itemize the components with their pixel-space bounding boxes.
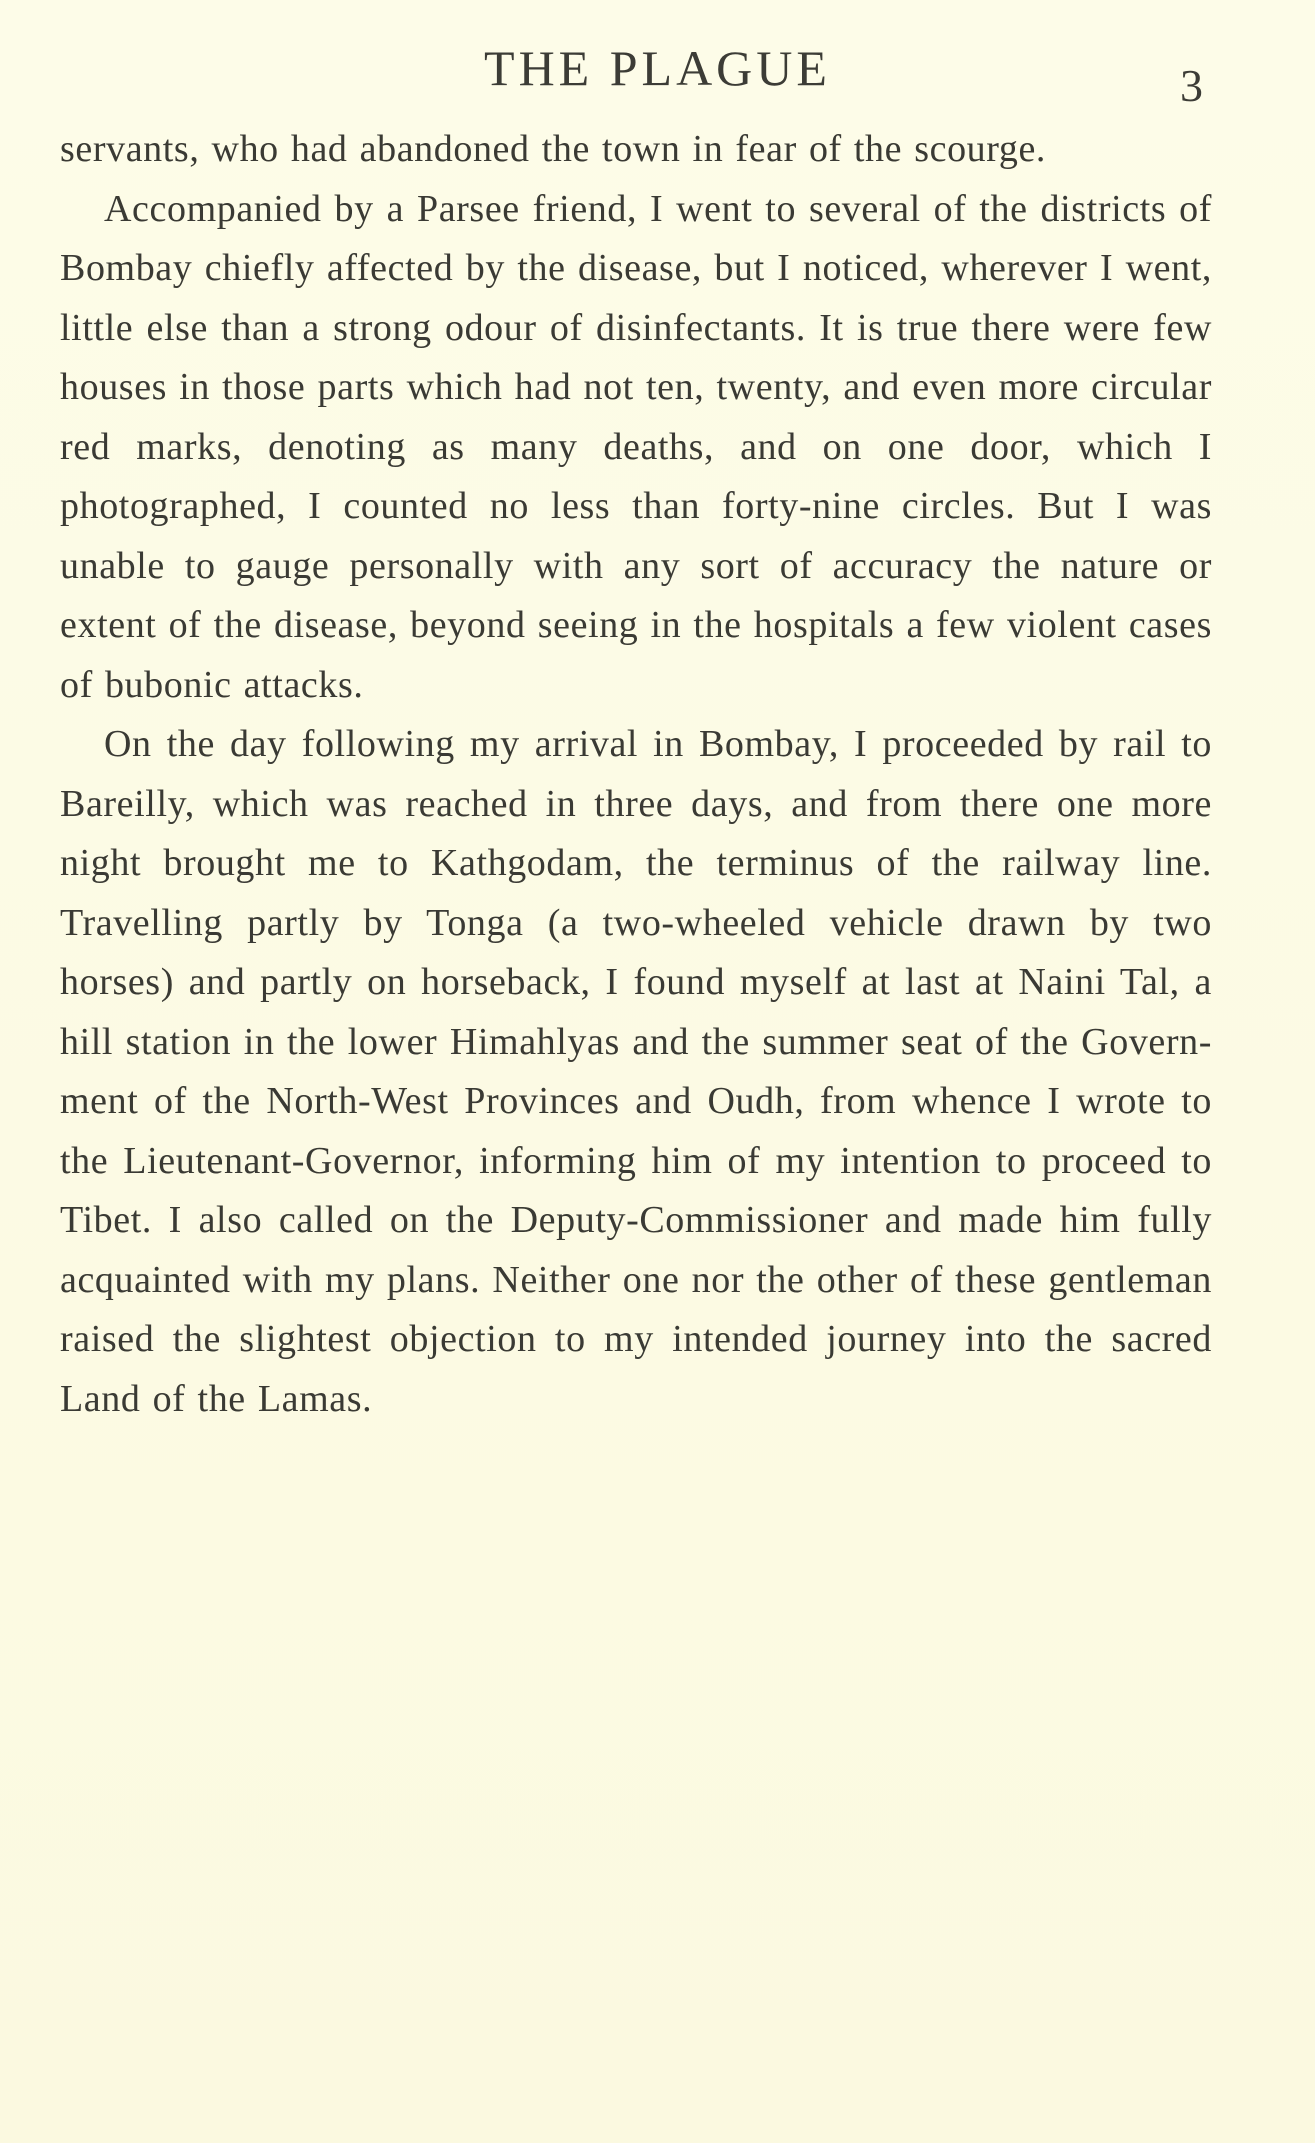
paragraph-journey-naini-tal: On the day following my arrival in Bombay, I proceeded by rail to Bareilly, which was reached in three days, and from there one more night brought me to Kathgodam, the terminus of the railway line. Travelling partly by Tonga (a two-wheeled vehicle drawn by two horses) and partly on horseback, I found myself at last at Naini Tal, a hill station in the lower Himahlyas and the summer seat of the Govern-ment of the North-West Provinces and Oudh, from whence I wrote to the Lieutenant-Governor, informing him of my intention to proceed to Tibet. I also called on the Deputy-Commissioner and made him fully acquainted with my plans. Neither one nor the other of these gentleman raised the slightest objection to my intended journey into the sacred Land of the Lamas. [60, 723, 1212, 1420]
page-number: 3 [1180, 60, 1203, 111]
running-head: THE PLAGUE [484, 40, 831, 96]
paragraph-bombay-districts: Accompanied by a Parsee friend, I went to several of the districts of Bombay chiefly affected by the disease, but I noticed, wherever I went, little else than a strong odour of disinfectants. It is true there were few houses in those parts which had not ten, twenty, and even more circular red marks, denoting as many deaths, and on one door, which I photographed, I counted no less than forty-nine circles. But I was unable to gauge personally with any sort of accuracy the nature or extent of the disease, beyond seeing in the hospitals a few violent cases of bubonic attacks. [60, 187, 1212, 706]
paragraph-continued: servants, who had abandoned the town in fear of the scourge. [60, 128, 1047, 170]
body-text [60, 120, 1212, 1429]
